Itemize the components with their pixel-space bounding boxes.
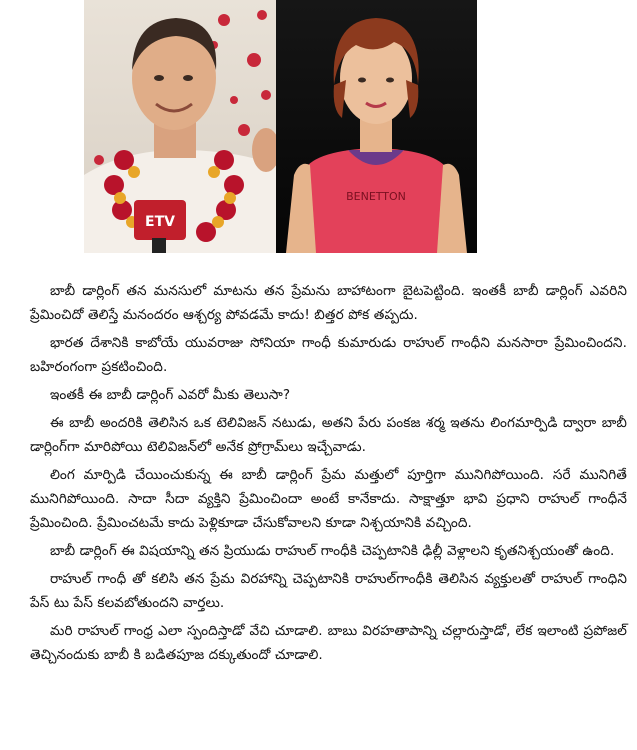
paragraph: బాబీ డార్లింగ్ ఈ విషయాన్ని తన ప్రియుడు రాహుల్ గాంధీకి చెప్పటానికి ఢిల్లీ వెళ్లాలని కృతనిశ్చయంతో ఉంది. bbox=[50, 543, 615, 559]
photo-man-garland bbox=[84, 0, 276, 253]
paragraph: మరి రాహుల్ గాంధ్ర ఎలా స్పందిస్తాడో వేచి చూడాలి. బాబు విరహతాపాన్ని చల్లారుస్తాడో, లేక ఇలాంటి ప్రపోజల్ తెచ్చినందుకు బాబీ కి బడితపూజ దక్కుతుందో చూడాలి. bbox=[30, 623, 627, 663]
paragraph: భారత దేశానికి కాబోయే యువరాజు సోనియా గాంధీ కుమారుడు రాహుల్ గాంధీని మనసారా ప్రేమించిందని. బహిరంగంగా ప్రకటించింది. bbox=[30, 335, 627, 375]
paragraph: రాహుల్ గాంధీ తో కలిసి తన ప్రేమ విరహాన్ని చెప్పటానికి రాహుల్‌గాంధీకి తెలిసిన వ్యక్తులతో రాహుల్ గాంధిని పేస్ టు పేస్ కలవబోతుందని వార్తలు. bbox=[30, 571, 627, 611]
article-body bbox=[30, 279, 627, 667]
mic-logo-text: ETV bbox=[145, 214, 175, 230]
portrait-woman-red-top-icon bbox=[276, 0, 477, 253]
photo-woman-red-top bbox=[276, 0, 477, 253]
paragraph: బాబీ డార్లింగ్ తన మనసులో మాటను తన ప్రేమను బాహాటంగా బైటపెట్టింది. ఇంతకీ బాబీ డార్లింగ్ ఎవరిని ప్రేమించిదో తెలిస్తే మనందరం ఆశ్చర్య పోవడమే కాదు! బిత్తర పోక తప్పదు. bbox=[30, 283, 627, 323]
paragraph: ఈ బాబీ అందరికి తెలిసిన ఒక టెలివిజన్ నటుడు, అతని పేరు పంకజ శర్మ ఇతను లింగమార్పిడి ద్వారా బాబీ డార్లింగ్‌గా మారిపోయి టెలివిజన్‌లో అనేక ప్రోగ్రామ్‌లు ఇచ్చేవాడు. bbox=[30, 415, 627, 455]
paragraph: ఇంతకీ ఈ బాబీ డార్లింగ్ ఎవరో మీకు తెలుసా? bbox=[50, 387, 291, 403]
photo-strip bbox=[84, 0, 477, 253]
shirt-print-text: BENETTON bbox=[346, 190, 406, 203]
paragraph: లింగ మార్పిడి చేయించుకున్న ఈ బాబీ డార్లింగ్ ప్రేమ మత్తులో పూర్తిగా మునిగిపోయింది. సరే మునిగితే మునిగిపోయింది. సాదా సీదా వ్యక్తిని ప్రేమించిందా అంటే కానేకాదు. సాక్షాత్తూ భావి ప్రధాని రాహుల్ గాంధీనే ప్రేమించింది. ప్రేమించటమే కాదు పెళ్లికూడా చేసుకోవాలని కూడా నిశ్చయానికి వచ్చింది. bbox=[30, 467, 627, 531]
portrait-man-garland-icon bbox=[84, 0, 276, 253]
